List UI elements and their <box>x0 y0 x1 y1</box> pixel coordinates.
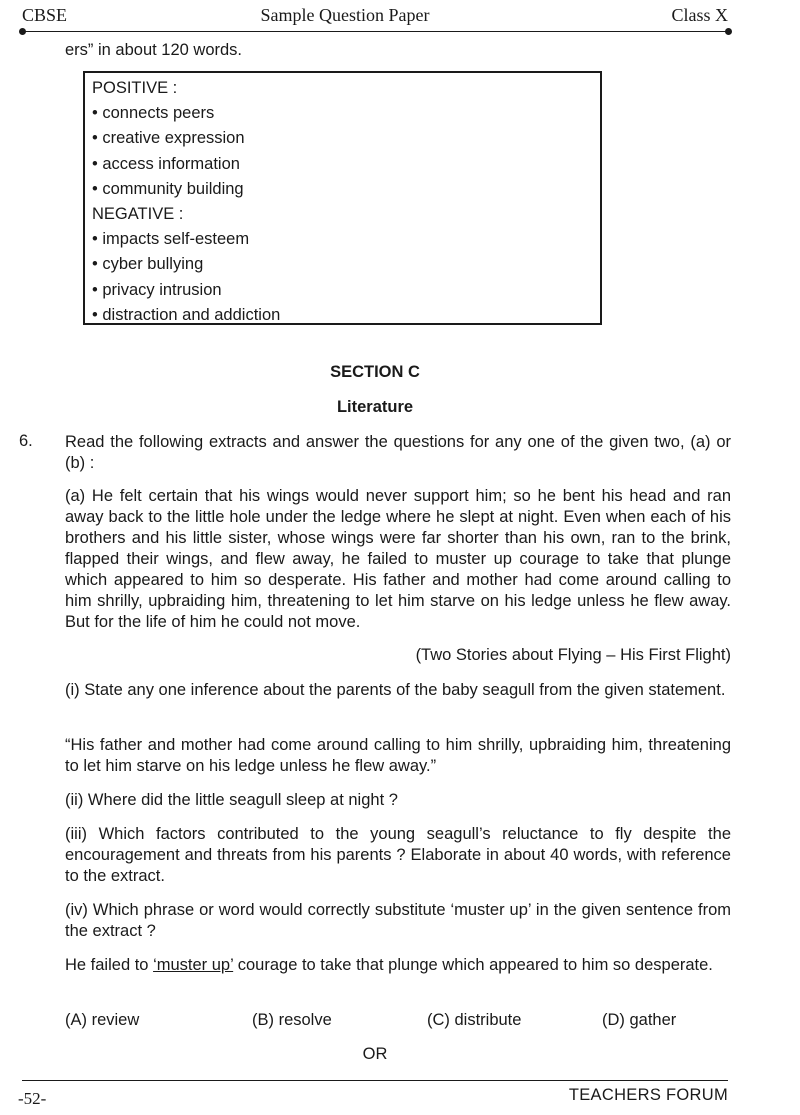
header-divider-left-dot <box>19 28 26 35</box>
given-sentence <box>65 955 731 976</box>
box-item: • cyber bullying <box>92 255 204 274</box>
given-sentence-end: courage to take that plunge which appeared to him so desperate. <box>233 956 713 974</box>
header-title: Sample Question Paper <box>260 5 430 25</box>
option-b: (B) resolve <box>252 1011 332 1029</box>
box-item: • community building <box>92 179 244 198</box>
header-board: CBSE <box>22 5 68 25</box>
page-number: -52- <box>18 1089 47 1108</box>
box-item: • distraction and addiction <box>92 305 281 324</box>
sub-question-iv: (iv) Which phrase or word would correctly substitute ‘muster up’ in the given sentence from the extract ? <box>65 901 731 940</box>
underlined-phrase: ‘muster up’ <box>153 956 234 974</box>
question-intro: Read the following extracts and answer the questions for any one of the given two, (a) or (b) : <box>65 433 731 472</box>
given-sentence-start: He failed to <box>65 956 154 974</box>
continuation-text: ers” in about 120 words. <box>65 41 243 59</box>
header-divider-right-dot <box>725 28 732 35</box>
or-separator: OR <box>362 1045 388 1063</box>
footer-divider <box>22 1080 728 1081</box>
option-d: (D) gather <box>602 1011 677 1029</box>
box-item: • privacy intrusion <box>92 280 222 299</box>
quoted-statement: “His father and mother had come around calling to him shrilly, upbraiding him, threatening to let him starve on his ledge unless he flew away.” <box>65 736 731 775</box>
section-title: SECTION C <box>330 363 420 381</box>
box-heading-negative: NEGATIVE : <box>92 205 184 224</box>
extract-source: (Two Stories about Flying – His First Flight) <box>415 646 731 664</box>
extract-passage: (a) He felt certain that his wings would never support him; so he bent his head and ran away back to the little hole under the ledge where he slept at night. Even when each of his brothers and his little sister, whose wings were far shorter than his own, ran to the brink, flapped their wings, and flew away, he failed to muster up courage to take that plunge which appeared to him so desperate. His father and mother had come around calling to him shrilly, upbraiding him, threatening to let him starve on his ledge unless he flew away. But for the life of him he could not move. <box>65 487 731 631</box>
box-heading-positive: POSITIVE : <box>92 79 178 97</box>
box-item: • impacts self-esteem <box>92 230 250 249</box>
header-class: Class X <box>671 5 728 25</box>
sub-question-iii: (iii) Which factors contributed to the young seagull’s reluctance to fly despite the encouragement and threats from his parents ? Elaborate in about 40 words, with reference to the extract. <box>65 825 731 885</box>
publisher-name: TEACHERS FORUM <box>568 1086 728 1104</box>
sub-question-ii: (ii) Where did the little seagull sleep at night ? <box>65 791 398 809</box>
option-c: (C) distribute <box>427 1011 522 1029</box>
answer-points-box <box>83 71 602 325</box>
box-item: • access information <box>92 154 240 173</box>
box-item: • connects peers <box>92 104 215 123</box>
question-number: 6. <box>19 432 33 450</box>
sub-question-i: (i) State any one inference about the parents of the baby seagull from the given statement. <box>65 681 726 699</box>
box-item: • creative expression <box>92 129 245 148</box>
option-a: (A) review <box>65 1011 140 1029</box>
header-divider <box>22 31 728 32</box>
section-subtitle: Literature <box>336 398 414 416</box>
